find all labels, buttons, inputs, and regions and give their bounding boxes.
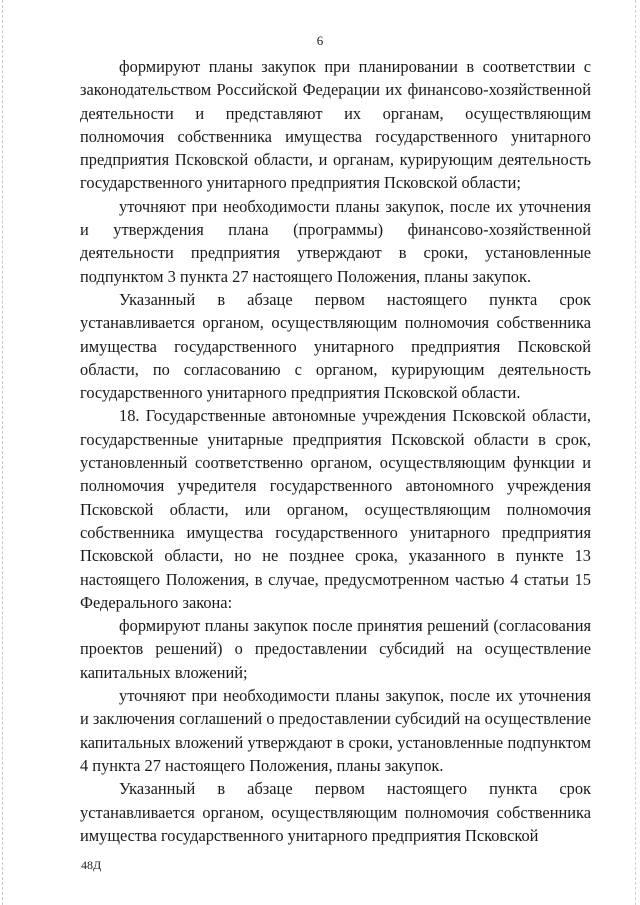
document-body — [80, 55, 591, 847]
paragraph: уточняют при необходимости планы закупок, после их уточнения и утверждения плана (программы) финансово-хозяйственной деятельности предприятия утверждают в сроки, установленные подпунктом 3 пункта 27 настоящего Положения, планы закупок. — [80, 196, 591, 286]
paragraph: уточняют при необходимости планы закупок, после их уточнения и заключения соглашений о предоставлении субсидий на осуществление капитальных вложений утверждают в сроки, установленные подпунктом 4 пункта 27 настоящего Положения, планы закупок. — [80, 686, 591, 775]
footer-code: 48Д — [81, 858, 102, 872]
scan-edge-right — [635, 0, 637, 905]
scan-edge-left — [2, 0, 4, 905]
paragraph: формируют планы закупок при планировании в соответствии с законодательством Российской Федерации их финансово-хозяйственной деятельности и представляют их органам, осуществляющим полномочия собственника имущества государственного унитарного предприятия Псковской области, и органам, курирующим деятельность государственного унитарного предприятия Псковской области; — [80, 57, 591, 193]
paragraph: 18. Государственные автономные учреждения Псковской области, государственные унитарные предприятия Псковской области в срок, установленный соответственно органом, осуществляющим функции и полномочия учредителя государственного автономного учреждения Псковской области, или органом, осуществляющим полномочия собственника имущества государственного унитарного предприятия Псковской области, но не позднее срока, указанного в пункте 13 настоящего Положения, в случае, предусмотренном частью 4 статьи 15 Федерального закона: — [80, 406, 591, 612]
page-number: 6 — [316, 33, 324, 48]
paragraph: формируют планы закупок после принятия решений (согласования проектов решений) о предоставлении субсидий на осуществление капитальных вложений; — [80, 616, 591, 682]
paragraph: Указанный в абзаце первом настоящего пункта срок устанавливается органом, осуществляющим полномочия собственника имущества государственного унитарного предприятия Псковской — [80, 779, 591, 845]
paragraph: Указанный в абзаце первом настоящего пункта срок устанавливается органом, осуществляющим полномочия собственника имущества государственного унитарного предприятия Псковской области, по согласованию с органом, курирующим деятельность государственного унитарного предприятия Псковской области. — [80, 289, 591, 403]
